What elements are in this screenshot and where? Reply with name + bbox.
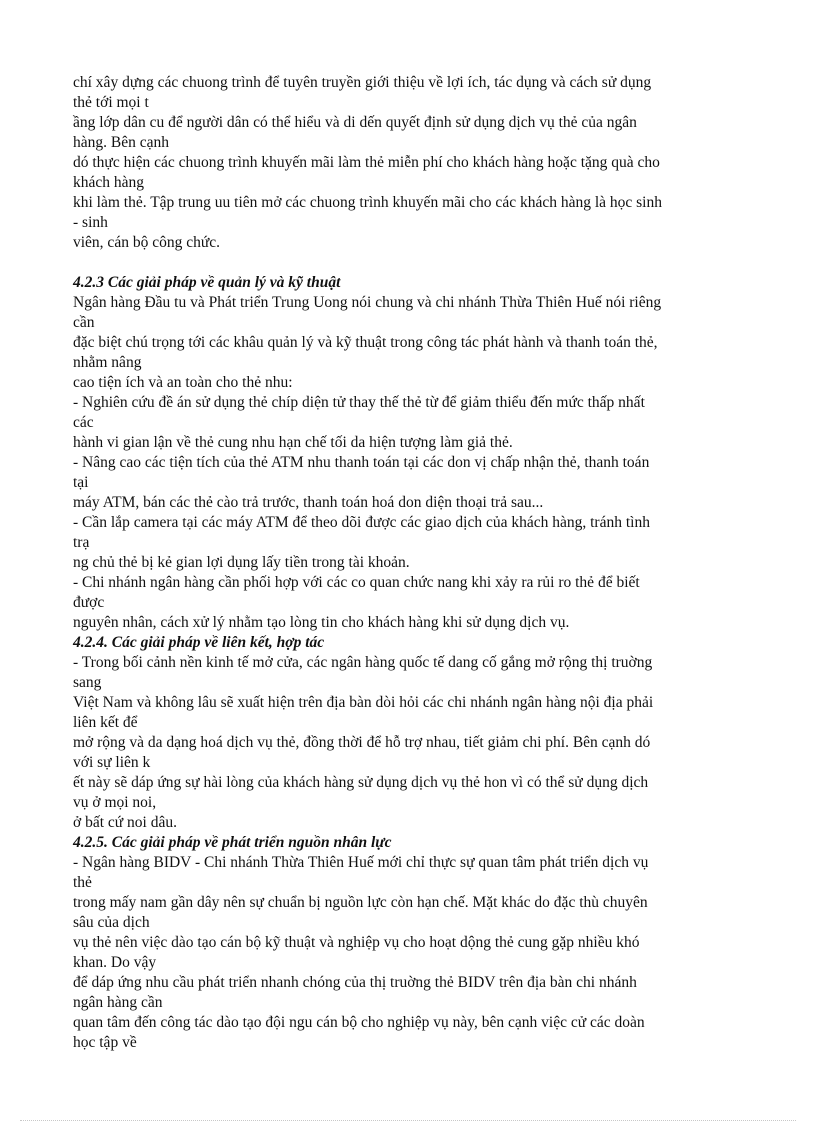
text-line: quan tâm đến công tác dào tạo đội ngu cán bộ cho nghiệp vụ này, bên cạnh việc cử các doàn [73,1014,645,1031]
text-line: vụ ở mọi noi, [73,794,157,811]
text-line: đặc biệt chú trọng tới các khâu quản lý và kỹ thuật trong công tác phát hành và thanh toán thẻ, [73,334,658,351]
text-line: - Ngân hàng BIDV - Chi nhánh Thừa Thiên Huế mới chỉ thực sự quan tâm phát triển dịch vụ [73,854,649,871]
text-line: sang [73,674,102,691]
text-line: ng chủ thẻ bị kẻ gian lợi dụng lấy tiền trong tài khoản. [73,554,410,571]
text-line: - Cần lắp camera tại các máy ATM để theo dõi được các giao dịch của khách hàng, tránh tình [73,514,650,531]
text-line: - Chi nhánh ngân hàng cần phối hợp với các co quan chức nang khi xảy ra rủi ro thẻ để biết [73,574,640,591]
text-line: nhằm nâng [73,354,142,371]
text-line: nguyên nhân, cách xử lý nhằm tạo lòng tin cho khách hàng khi sử dụng dịch vụ. [73,614,570,631]
text-line: - Nâng cao các tiện tích của thẻ ATM nhu thanh toán tại các don vị chấp nhận thẻ, thanh toán [73,454,650,471]
text-line: liên kết để [73,714,138,731]
text-line: ở bất cứ noi dâu. [73,814,177,831]
text-line: vụ thẻ nên việc dào tạo cán bộ kỹ thuật và nghiệp vụ cho hoạt dộng thẻ cung gặp nhiều khó [73,934,640,951]
text-line: cần [73,314,95,331]
section-4-2-5 [73,833,763,1053]
text-line: để dáp ứng nhu cầu phát triển nhanh chóng của thị truờng thẻ BIDV trên địa bàn chi nhánh [73,974,637,991]
section-heading: 4.2.3 Các giải pháp về quản lý và kỹ thuật [73,274,341,291]
text-line: - Nghiên cứu đề án sử dụng thẻ chíp diện tử thay thế thẻ từ để giảm thiểu đến mức thấp nhất [73,394,645,411]
section-heading: 4.2.4. Các giải pháp về liên kết, hợp tác [73,634,325,651]
text-line: Việt Nam và không lâu sẽ xuất hiện trên địa bàn dòi hỏi các chi nhánh ngân hàng nội địa phải [73,694,654,711]
text-line: trạ [73,534,90,551]
text-line: - Trong bối cảnh nền kinh tế mở cửa, các ngân hàng quốc tế dang cố gắng mở rộng thị truờng [73,654,653,671]
text-line: hàng. Bên cạnh [73,134,169,151]
text-line: ết này sẽ dáp ứng sự hài lòng của khách hàng sử dụng dịch vụ thẻ hon vì có thể sử dụng dịch [73,774,649,791]
text-line: mở rộng và da dạng hoá dịch vụ thẻ, đồng thời để hỗ trợ nhau, tiết giảm chi phí. Bên cạnh dó [73,734,651,751]
paragraph-gap [73,253,763,273]
text-line: hành vi gian lận về thẻ cung nhu hạn chế tối da hiện tượng làm giả thẻ. [73,434,513,451]
text-line: thẻ [73,874,92,891]
text-line: máy ATM, bán các thẻ cào trả trước, thanh toán hoá don diện thoại trả sau... [73,494,544,511]
text-line: học tập về [73,1034,137,1051]
text-line: tại [73,474,89,491]
text-line: ngân hàng cần [73,994,163,1011]
text-line: viên, cán bộ công chức. [73,234,220,251]
text-line: được [73,594,105,611]
text-line: khan. Do vậy [73,954,157,971]
section-4-2-4 [73,633,763,833]
intro-paragraph [73,73,763,253]
text-line: - sinh [73,214,108,231]
text-line: thẻ tới mọi t [73,94,149,111]
text-line: với sự liên k [73,754,151,771]
text-line: cao tiện ích và an toàn cho thẻ nhu: [73,374,293,391]
page-bottom-divider [20,1120,796,1121]
text-line: Ngân hàng Đầu tu và Phát triển Trung Uong nói chung và chi nhánh Thừa Thiên Huế nói riêng [73,294,662,311]
text-line: ầng lớp dân cu để người dân có thể hiểu và di dến quyết định sử dụng dịch vụ thẻ của ngân [73,114,637,131]
text-line: chí xây dựng các chuong trình để tuyên truyền giới thiệu về lợi ích, tác dụng và cách sử dụng [73,74,652,91]
text-line: khi làm thẻ. Tập trung uu tiên mở các chuong trình khuyến mãi cho các khách hàng là học sinh [73,194,662,211]
text-line: trong mấy nam gần dây nên sự chuẩn bị nguồn lực còn hạn chế. Mặt khác do đặc thù chuyên [73,894,648,911]
text-line: các [73,414,94,431]
text-line: sâu của dịch [73,914,150,931]
text-line: khách hàng [73,174,145,191]
document-page [73,73,763,1053]
text-line: dó thực hiện các chuong trình khuyến mãi làm thẻ miễn phí cho khách hàng hoặc tặng quà cho [73,154,660,171]
section-heading: 4.2.5. Các giải pháp về phát triển nguồn nhân lực [73,834,392,851]
section-4-2-3 [73,273,763,633]
